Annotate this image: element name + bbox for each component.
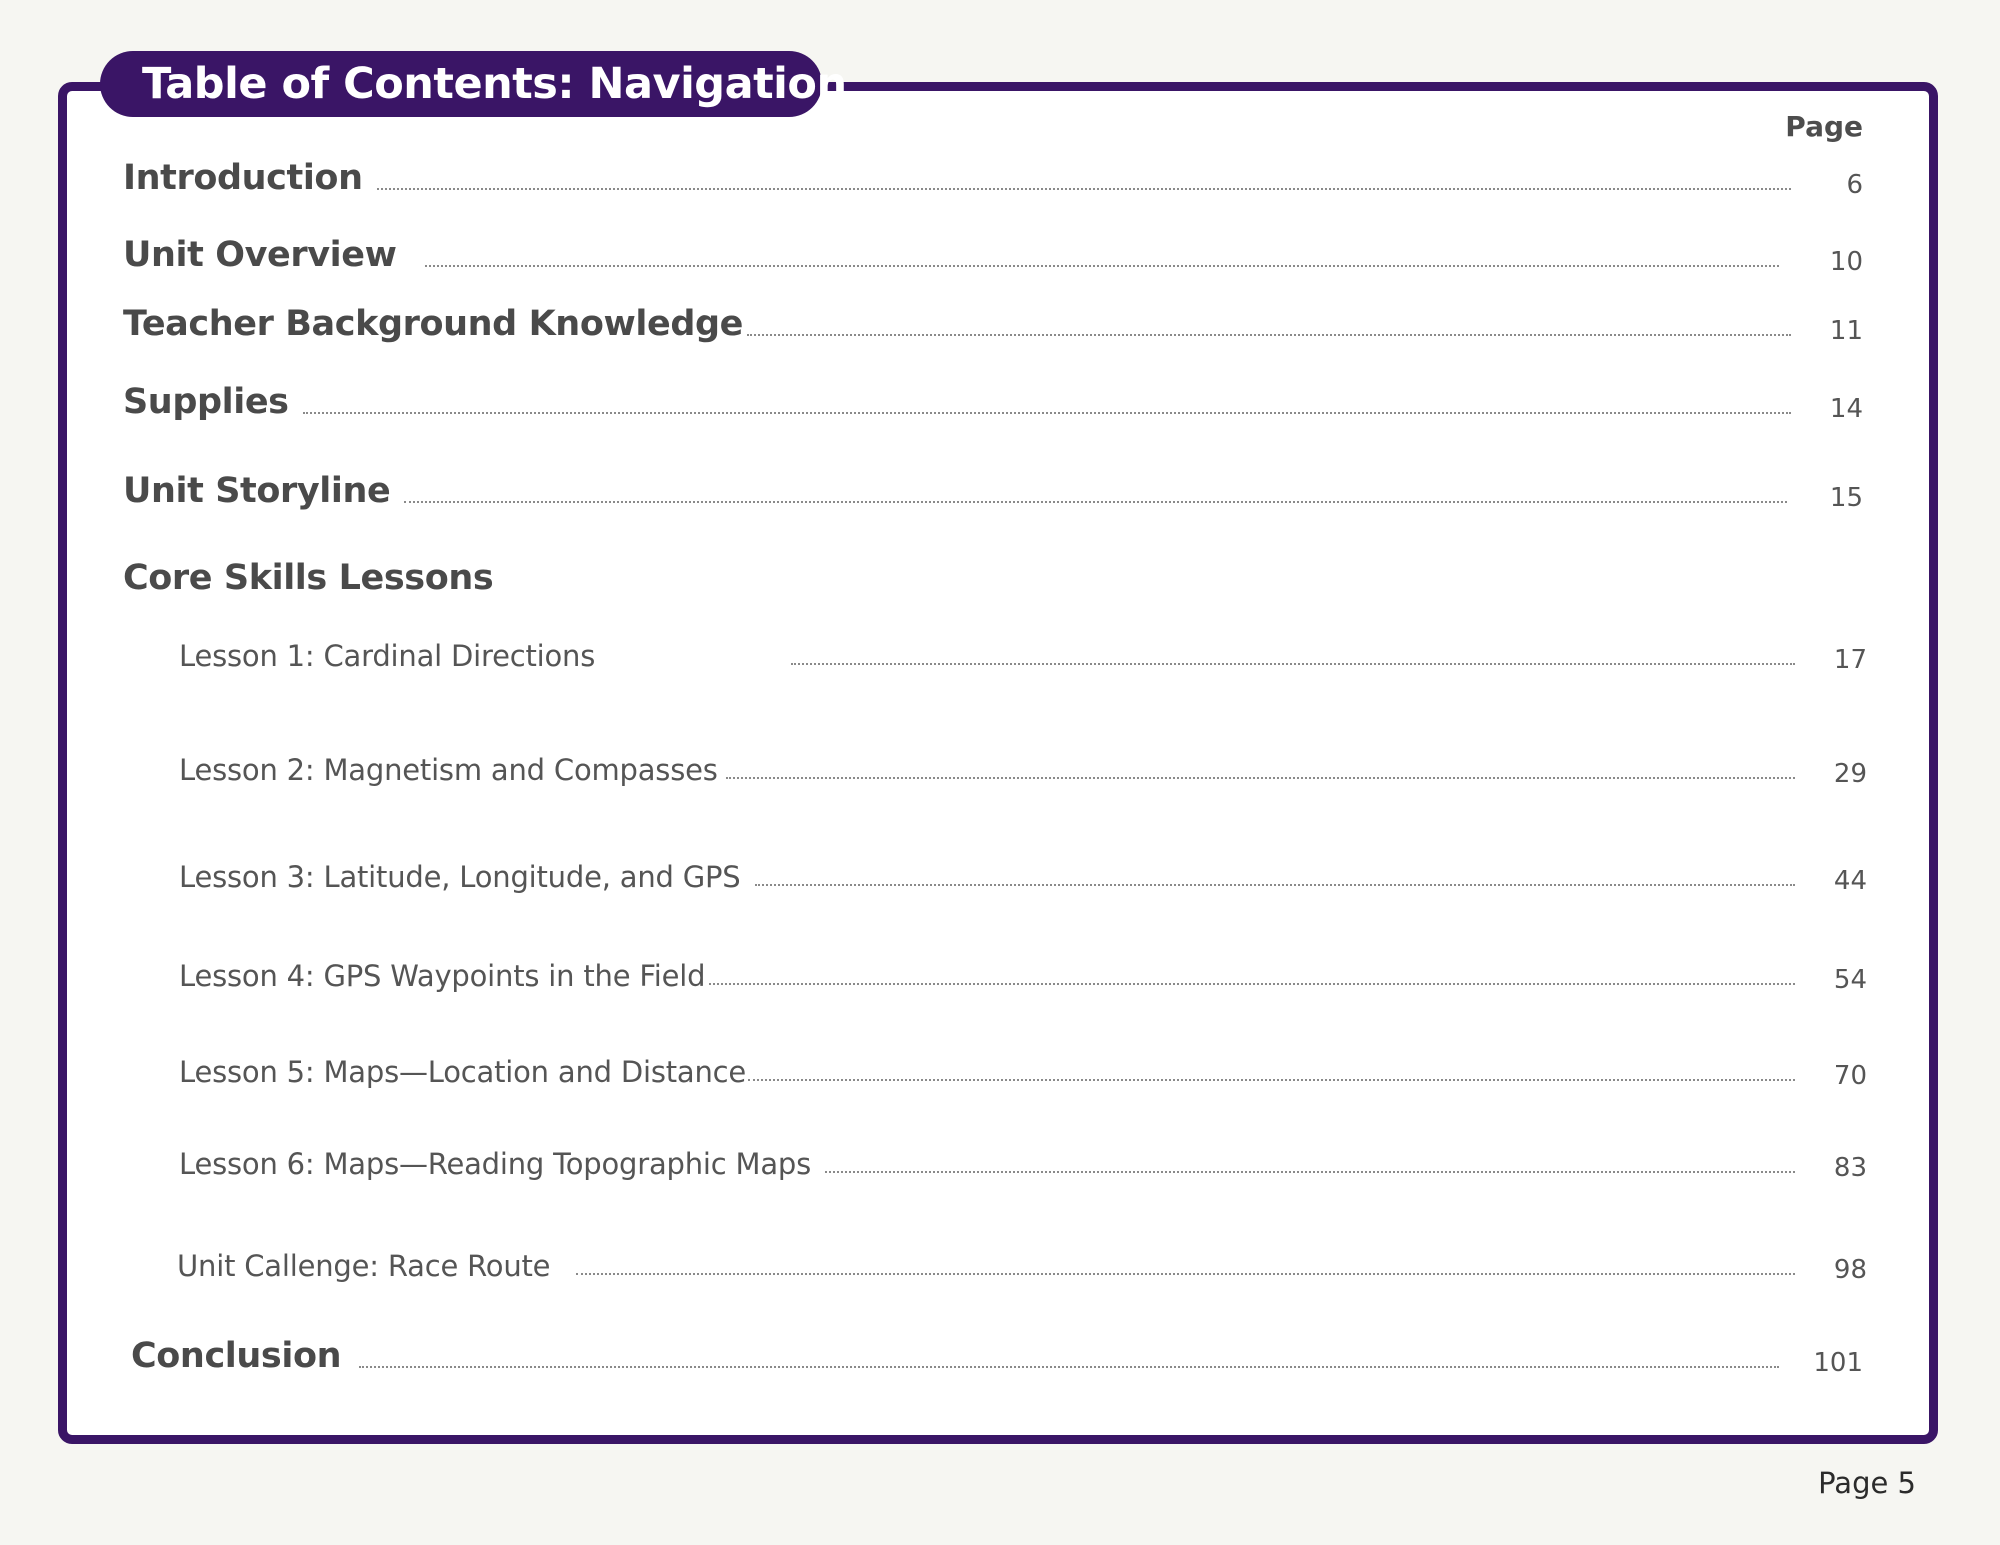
dot-leader	[755, 884, 1796, 886]
toc-entry-title: Unit Overview	[123, 235, 397, 275]
toc-entry-page: 83	[1833, 1153, 1867, 1183]
toc-entry-title: Unit Callenge: Race Route	[177, 1249, 551, 1283]
toc-entry-title: Unit Storyline	[123, 471, 391, 511]
dot-leader	[791, 663, 1795, 665]
toc-entry-page: 70	[1833, 1061, 1867, 1091]
page-title: Table of Contents: Navigation	[142, 59, 847, 109]
toc-entry-title: Conclusion	[131, 1336, 342, 1376]
toc-entry-page: 14	[1829, 394, 1863, 424]
toc-lesson-3[interactable]	[179, 846, 1867, 906]
toc-unit-challenge[interactable]	[177, 1235, 1867, 1295]
dot-leader	[726, 777, 1795, 779]
toc-entry-page: 44	[1833, 866, 1867, 896]
dot-leader	[404, 501, 1787, 503]
dot-leader	[747, 334, 1791, 336]
toc-entry-title: Lesson 5: Maps—Location and Distance	[179, 1055, 747, 1089]
toc-entry-page: 29	[1833, 759, 1867, 789]
toc-entry-title: Lesson 2: Magnetism and Compasses	[179, 753, 718, 787]
toc-entry-title: Lesson 3: Latitude, Longitude, and GPS	[179, 860, 741, 894]
toc-entry-unit-overview[interactable]	[123, 227, 1863, 287]
toc-entry-supplies[interactable]	[123, 374, 1863, 434]
toc-lesson-2[interactable]	[179, 739, 1867, 799]
toc-entry-unit-storyline[interactable]	[123, 463, 1863, 523]
dot-leader	[709, 983, 1795, 985]
dot-leader	[303, 412, 1791, 414]
toc-lesson-1[interactable]	[179, 625, 1867, 685]
dot-leader	[425, 265, 1779, 267]
toc-entry-page: 17	[1833, 645, 1867, 675]
dot-leader	[576, 1273, 1795, 1275]
toc-lesson-4[interactable]	[179, 945, 1867, 1005]
toc-entry-teacher-background-knowledge[interactable]	[123, 296, 1863, 356]
toc-entry-title: Lesson 1: Cardinal Directions	[179, 639, 596, 673]
toc-entry-page: 101	[1813, 1348, 1863, 1378]
toc-entry-page: 15	[1829, 483, 1863, 513]
toc-entry-page: 11	[1829, 316, 1863, 346]
toc-entry-title: Teacher Background Knowledge	[123, 304, 743, 344]
toc-entry-page: 98	[1833, 1255, 1867, 1285]
dot-leader	[359, 1366, 1779, 1368]
core-skills-heading: Core Skills Lessons	[123, 558, 494, 598]
toc-entry-title: Lesson 4: GPS Waypoints in the Field	[179, 959, 706, 993]
toc-entry-title: Lesson 6: Maps—Reading Topographic Maps	[179, 1147, 812, 1181]
dot-leader	[377, 188, 1791, 190]
toc-entry-page: 54	[1833, 965, 1867, 995]
toc-entry-conclusion[interactable]	[131, 1328, 1863, 1388]
toc-entry-introduction[interactable]	[123, 150, 1863, 210]
page-column-header: Page	[1785, 110, 1863, 143]
toc-entry-title: Introduction	[123, 158, 363, 198]
dot-leader	[748, 1079, 1795, 1081]
footer-page-number: Page 5	[1818, 1466, 1916, 1500]
toc-entry-page: 10	[1829, 247, 1863, 277]
toc-lesson-5[interactable]	[179, 1041, 1867, 1101]
toc-lesson-6[interactable]	[179, 1133, 1867, 1193]
toc-entry-page: 6	[1846, 170, 1863, 200]
toc-entry-title: Supplies	[123, 382, 289, 422]
dot-leader	[825, 1171, 1795, 1173]
